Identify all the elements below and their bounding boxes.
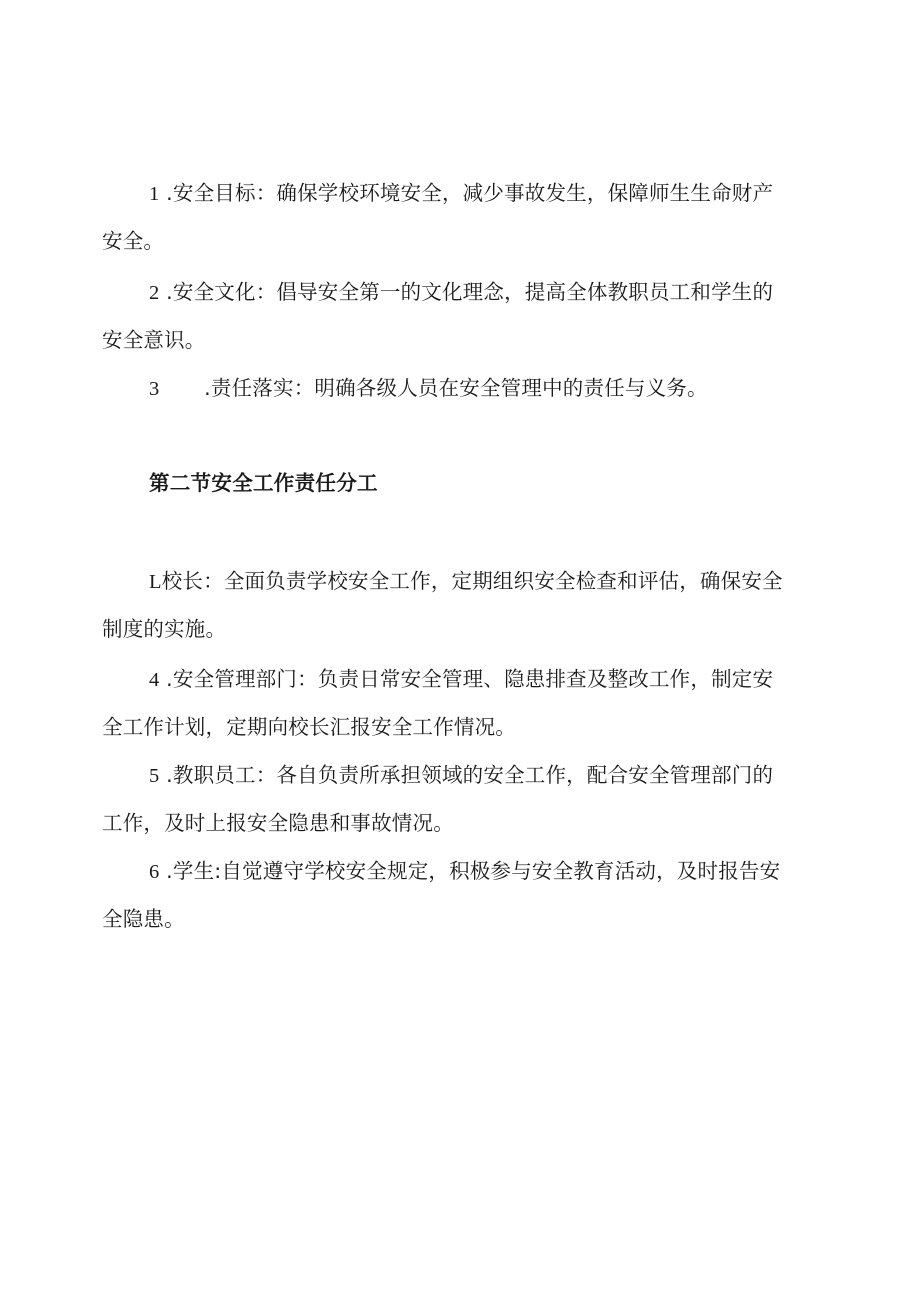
list-item-safety-department: [102, 656, 818, 751]
item-text: .安全管理部门：负责日常安全管理、隐患排查及整改工作，制定安: [166, 667, 774, 691]
item-text: .安全目标：确保学校环境安全，减少事故发生，保障师生生命财产: [166, 181, 774, 205]
section-heading: 第二节安全工作责任分工: [149, 471, 378, 495]
list-item-safety-goal: [102, 170, 818, 265]
list-item-principal: [102, 558, 818, 653]
item-text: .学生:自觉遵守学校安全规定，积极参与安全教育活动，及时报告安: [166, 859, 781, 883]
item-number: L: [149, 571, 162, 593]
item-text: .责任落实：明确各级人员在安全管理中的责任与义务。: [204, 376, 708, 400]
item-text: 校长：全面负责学校安全工作，定期组织安全检查和评估，确保安全: [161, 569, 783, 593]
list-item-responsibility: [102, 365, 818, 413]
item-number: 1: [149, 183, 160, 205]
item-number: 3: [149, 378, 160, 400]
item-number: 6: [149, 861, 160, 883]
list-item-safety-culture: [102, 269, 818, 364]
item-text-continued: 安全。: [102, 229, 165, 253]
item-text-continued: 全工作计划，定期向校长汇报安全工作情况。: [102, 715, 516, 739]
item-number: 5: [149, 765, 160, 787]
item-text-continued: 工作，及时上报安全隐患和事故情况。: [102, 811, 454, 835]
item-number: 4: [149, 669, 160, 691]
item-text: .教职员工：各自负责所承担领域的安全工作，配合安全管理部门的: [166, 763, 774, 787]
item-text-continued: 安全意识。: [102, 328, 206, 352]
item-text-continued: 制度的实施。: [102, 617, 227, 641]
list-item-students: [102, 848, 818, 943]
list-item-staff: [102, 752, 818, 847]
item-text: .安全文化：倡导安全第一的文化理念，提高全体教职员工和学生的: [166, 280, 774, 304]
item-number: 2: [149, 282, 160, 304]
item-text-continued: 全隐患。: [102, 907, 185, 931]
